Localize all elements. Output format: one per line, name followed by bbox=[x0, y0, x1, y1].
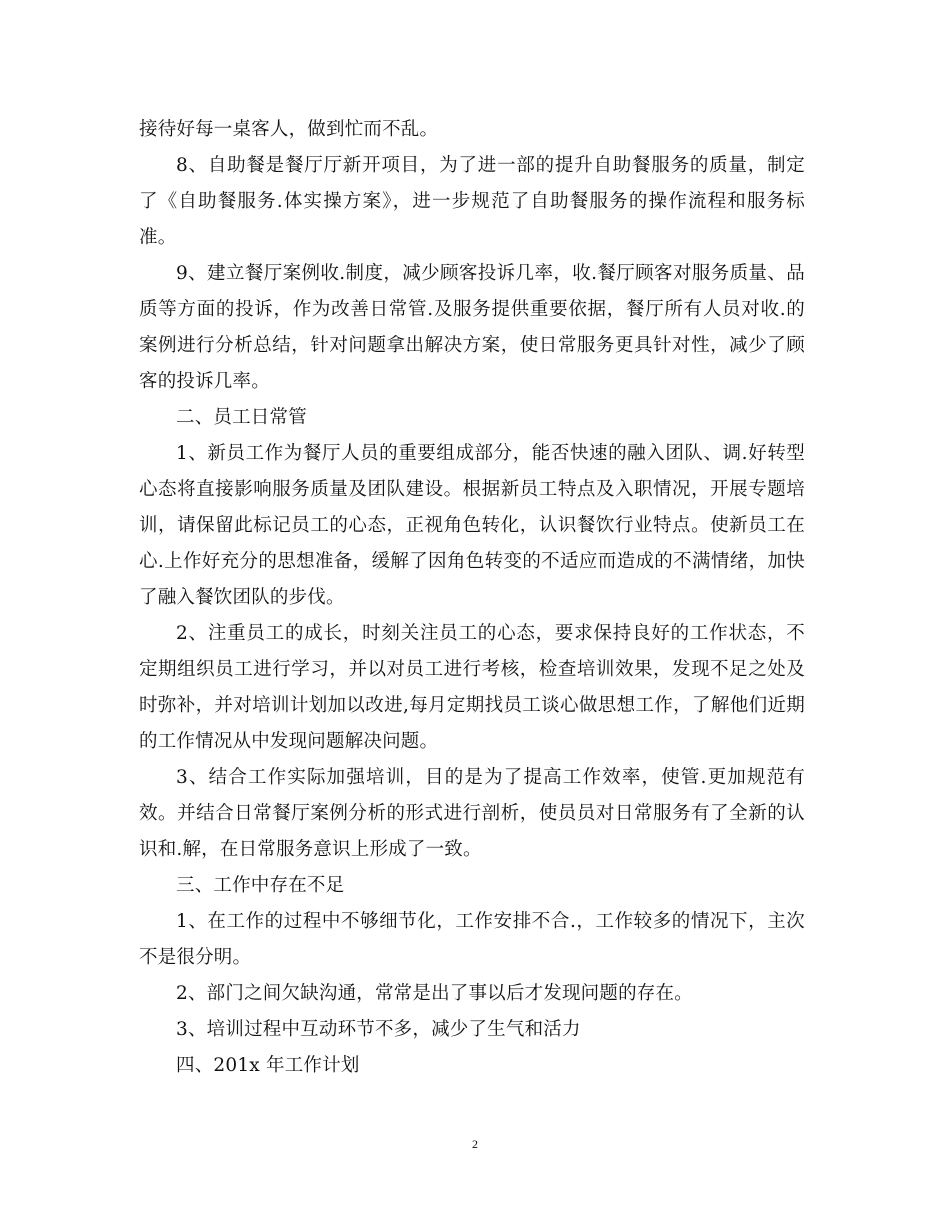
page-number: 2 bbox=[472, 1137, 478, 1151]
paragraph-staff-2: 2、注重员工的成长，时刻关注员工的心态，要求保持良好的工作状态，不定期组织员工进行学习，并以对员工进行考核，检查培训效果，发现不足之处及时弥补，并对培训计划加以改进,每月定期找员工谈心做思想工作，了解他们近期的工作情况从中发现问题解决问题。 bbox=[139, 623, 805, 752]
document-body bbox=[139, 112, 805, 1084]
section-heading-3: 三、工作中存在不足 bbox=[176, 875, 345, 896]
paragraph-item-8: 8、自助餐是餐厅厅新开项目，为了进一部的提升自助餐服务的质量，制定了《自助餐服务.体实操方案》，进一步规范了自助餐服务的操作流程和服务标准。 bbox=[139, 155, 805, 248]
paragraph-item-9: 9、建立餐厅案例收.制度，减少顾客投诉几率，收.餐厅顾客对服务质量、品质等方面的投诉，作为改善日常管.及服务提供重要依据，餐厅所有人员对收.的案例进行分析总结，针对问题拿出解决方案，使日常服务更具针对性，减少了顾客的投诉几率。 bbox=[139, 263, 805, 392]
paragraph-issue-2: 2、部门之间欠缺沟通，常常是出了事以后才发现问题的存在。 bbox=[176, 983, 693, 1004]
paragraph-issue-1: 1、在工作的过程中不够细节化，工作安排不合.，工作较多的情况下，主次不是很分明。 bbox=[139, 911, 805, 968]
section-heading-2: 二、员工日常管 bbox=[176, 407, 307, 428]
paragraph-staff-1: 1、新员工作为餐厅人员的重要组成部分，能否快速的融入团队、调.好转型心态将直接影响服务质量及团队建设。根据新员工特点及入职情况，开展专题培训，请保留此标记员工的心态，正视角色转化，认识餐饮行业特点。使新员工在心.上作好充分的思想准备，缓解了因角色转变的不适应而造成的不满情绪，加快了融入餐饮团队的步伐。 bbox=[139, 443, 805, 608]
paragraph-issue-3: 3、培训过程中互动环节不多，减少了生气和活力 bbox=[176, 1019, 581, 1040]
paragraph-continuation: 接待好每一桌客人，做到忙而不乱。 bbox=[139, 119, 439, 140]
paragraph-staff-3: 3、结合工作实际加强培训，目的是为了提高工作效率，使管.更加规范有效。并结合日常餐厅案例分析的形式进行剖析，使员员对日常服务有了全新的认识和.解，在日常服务意识上形成了一致。 bbox=[139, 767, 805, 860]
section-heading-4: 四、201x 年工作计划 bbox=[176, 1055, 360, 1076]
